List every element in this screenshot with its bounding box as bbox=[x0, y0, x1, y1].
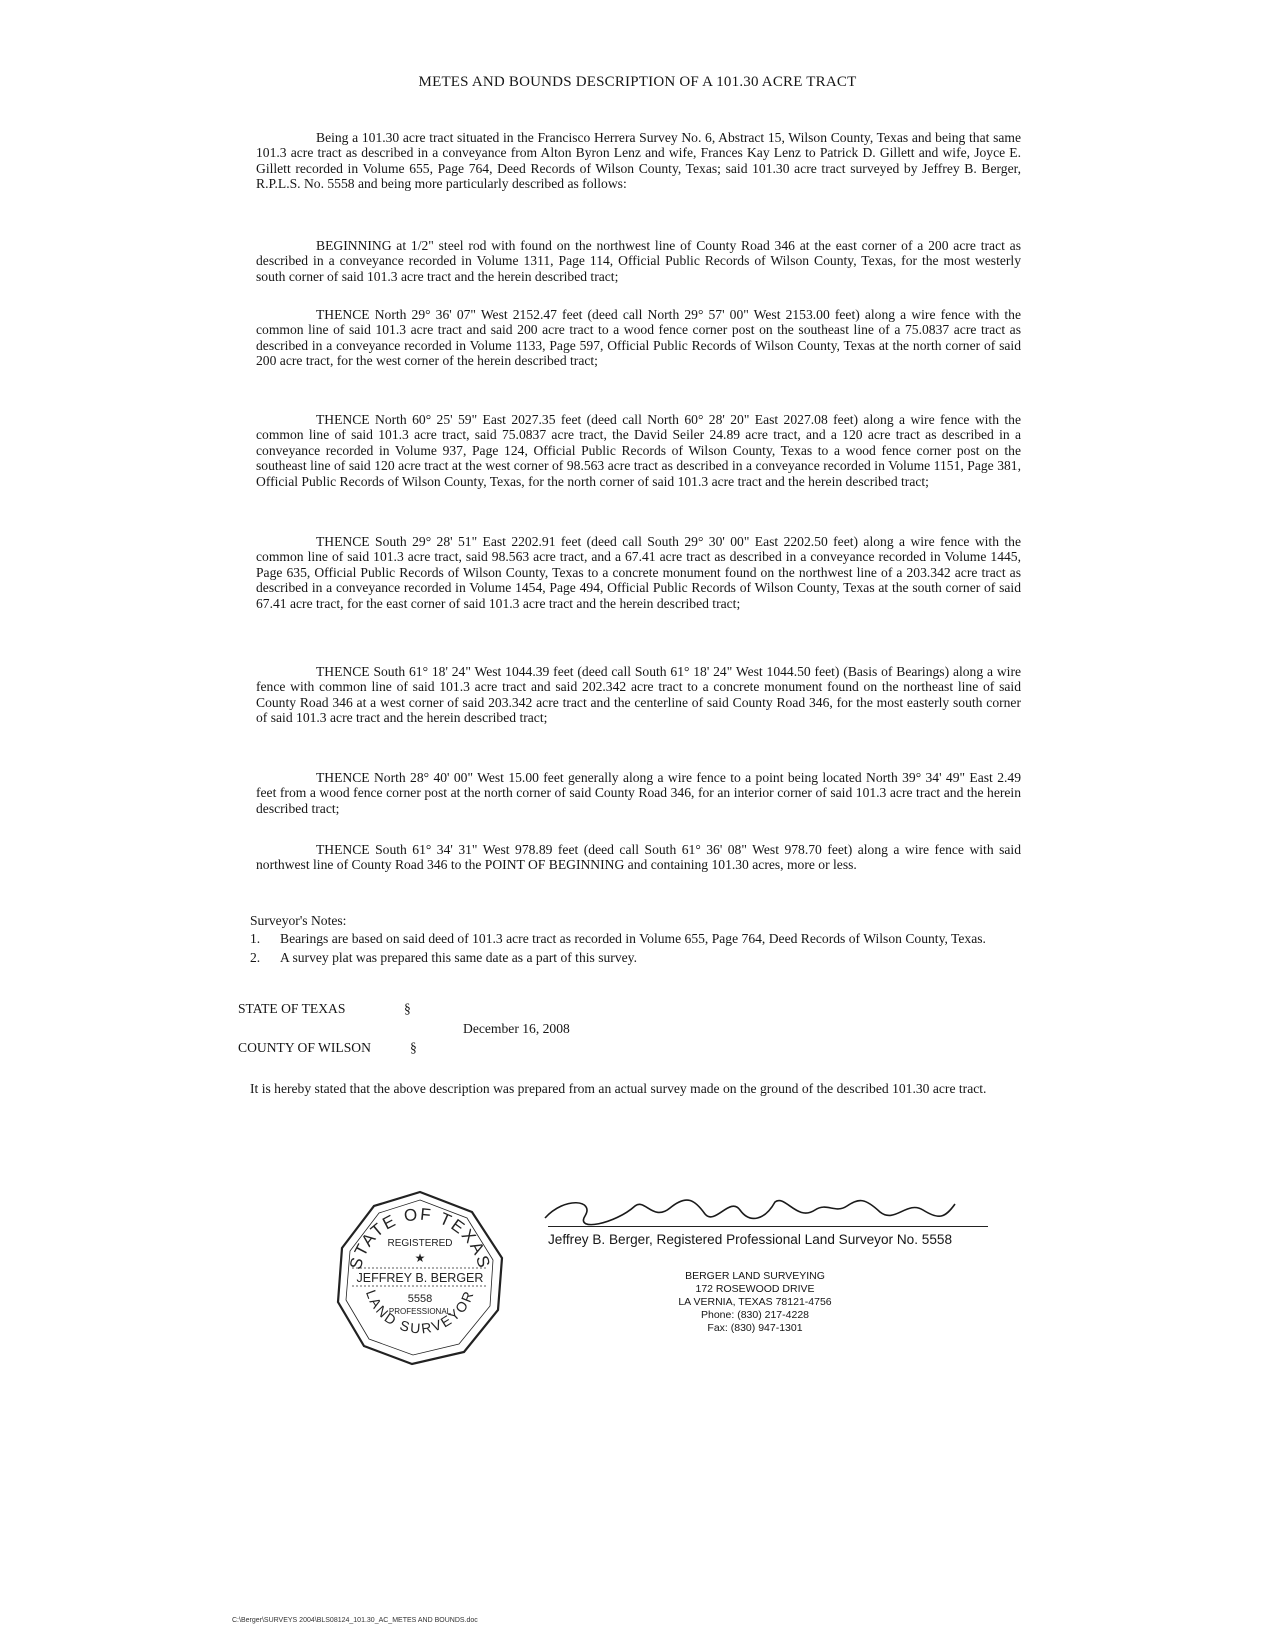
seal-top-text: STATE OF TEXAS bbox=[345, 1204, 495, 1272]
company-phone: Phone: (830) 217-4228 bbox=[701, 1309, 809, 1321]
note-number: 1. bbox=[250, 931, 261, 947]
footer-file-path: C:\Berger\SURVEYS 2004\BLS08124_101.30_AC_METES AND BOUNDS.doc bbox=[232, 1617, 478, 1624]
seal-number-text: 5558 bbox=[407, 1293, 433, 1305]
beginning-paragraph: BEGINNING at 1/2" steel rod with found on the northwest line of County Road 346 at the east corner of a 200 acre tract as described in a conveyance recorded in Volume 1311, Page 114, Official Public Records of Wilson County, Texas, for the most westerly south corner of said 101.3 acre tract and the herein described tract; bbox=[256, 238, 1021, 284]
seal-professional-text: PROFESSIONAL bbox=[388, 1307, 452, 1316]
notes-heading: Surveyor's Notes: bbox=[250, 913, 347, 928]
signature-text bbox=[535, 1225, 538, 1226]
venue-state: STATE OF TEXAS bbox=[238, 1001, 346, 1016]
company-fax: Fax: (830) 947-1301 bbox=[707, 1322, 803, 1334]
note-text: Bearings are based on said deed of 101.3 acre tract as recorded in Volume 655, Page 764, Deed Records of Wilson County, Texas. bbox=[280, 931, 986, 947]
surveyor-seal bbox=[330, 1188, 510, 1368]
seal-bottom-text: LAND SURVEYOR bbox=[362, 1287, 478, 1337]
intro-paragraph: Being a 101.30 acre tract situated in the Francisco Herrera Survey No. 6, Abstract 15, Wilson County, Texas and being that same 101.3 acre tract as described in a conveyance from Alton Byron Lenz and wife, Frances Kay Lenz to Patrick D. Gillett and wife, Joyce E. Gillett recorded in Volume 655, Page 764, Deed Records of Wilson County, Texas; said 101.30 acre tract surveyed by Jeffrey B. Berger, R.P.L.S. No. 5558 and being more particularly described as follows: bbox=[256, 130, 1021, 192]
thence-paragraph-3: THENCE South 29° 28' 51" East 2202.91 feet (deed call South 29° 30' 00" East 2202.50 feet) along a wire fence with the common line of said 101.3 acre tract, said 98.563 acre tract, and a 67.41 acre tract as described in a conveyance recorded in Volume 1445, Page 635, Official Public Records of Wilson County, Texas to a concrete monument found on the northwest line of a 203.342 acre tract as described in a conveyance recorded in Volume 1454, Page 494, Official Public Records of Wilson County, Texas at the south corner of said 67.41 acre tract, for the east corner of said 101.3 acre tract and the herein described tract; bbox=[256, 534, 1021, 611]
document-title: METES AND BOUNDS DESCRIPTION OF A 101.30 ACRE TRACT bbox=[418, 74, 857, 90]
signature-line bbox=[548, 1226, 988, 1227]
note-number: 2. bbox=[250, 949, 261, 965]
company-street: 172 ROSEWOOD DRIVE bbox=[695, 1283, 815, 1295]
venue-date: December 16, 2008 bbox=[463, 1021, 570, 1036]
signature-label: Jeffrey B. Berger, Registered Professional Land Surveyor No. 5558 bbox=[548, 1232, 953, 1247]
venue-county-mark: § bbox=[410, 1040, 417, 1055]
thence-paragraph-4: THENCE South 61° 18' 24" West 1044.39 feet (deed call South 61° 18' 24" West 1044.50 feet) (Basis of Bearings) along a wire fence with common line of said 101.3 acre tract and said 202.342 acre tract to a concrete monument found on the northeast line of said County Road 346 at a west corner of said 203.342 acre tract and the centerline of said County Road 346, for the most easterly south corner of said 101.3 acre tract and the herein described tract; bbox=[256, 664, 1021, 726]
note-item bbox=[250, 950, 1025, 965]
thence-paragraph-1: THENCE North 29° 36' 07" West 2152.47 feet (deed call North 29° 57' 00" West 2153.00 feet) along a wire fence with the common line of said 101.3 acre tract and said 200 acre tract to a wood fence corner post on the southeast line of a 75.0837 acre tract as described in a conveyance recorded in Volume 1133, Page 597, Official Public Records of Wilson County, Texas at the north corner of said 200 acre tract, for the west corner of the herein described tract; bbox=[256, 307, 1021, 369]
thence-paragraph-6: THENCE South 61° 34' 31" West 978.89 feet (deed call South 61° 36' 08" West 978.70 feet) along a wire fence with said northwest line of County Road 346 to the POINT OF BEGINNING and containing 101.30 acres, more or less. bbox=[256, 842, 1021, 873]
star-icon: ★ bbox=[414, 1251, 426, 1265]
venue-county: COUNTY OF WILSON bbox=[238, 1040, 371, 1055]
seal-name-text: JEFFREY B. BERGER bbox=[356, 1271, 484, 1285]
company-block bbox=[655, 1270, 855, 1335]
thence-paragraph-5: THENCE North 28° 40' 00" West 15.00 feet generally along a wire fence to a point being located North 39° 34' 49" East 2.49 feet from a wood fence corner post at the north corner of said County Road 346, for an interior corner of said 101.3 acre tract and the herein described tract; bbox=[256, 770, 1021, 816]
seal-registered-text: REGISTERED bbox=[387, 1238, 453, 1249]
surveyors-notes bbox=[250, 913, 1025, 968]
company-name: BERGER LAND SURVEYING bbox=[685, 1270, 825, 1282]
note-text: A survey plat was prepared this same date as a part of this survey. bbox=[280, 949, 637, 965]
note-item bbox=[250, 931, 1025, 946]
venue-state-mark: § bbox=[404, 1001, 411, 1016]
thence-paragraph-2: THENCE North 60° 25' 59" East 2027.35 feet (deed call North 60° 28' 20" East 2027.08 feet) along a wire fence with the common line of said 101.3 acre tract, said 75.0837 acre tract, the David Seiler 24.89 acre tract, and a 120 acre tract as described in a conveyance recorded in Volume 937, Page 124, Official Public Records of Wilson County, Texas to a wood fence corner post on the southeast line of said 120 acre tract at the west corner of 98.563 acre tract as described in a conveyance recorded in Volume 1151, Page 381, Official Public Records of Wilson County, Texas, for the north corner of said 101.3 acre tract and the herein described tract; bbox=[256, 412, 1021, 489]
certification-statement: It is hereby stated that the above description was prepared from an actual survey made on the ground of the described 101.30 acre tract. bbox=[250, 1081, 987, 1096]
company-city: LA VERNIA, TEXAS 78121-4756 bbox=[678, 1296, 832, 1308]
